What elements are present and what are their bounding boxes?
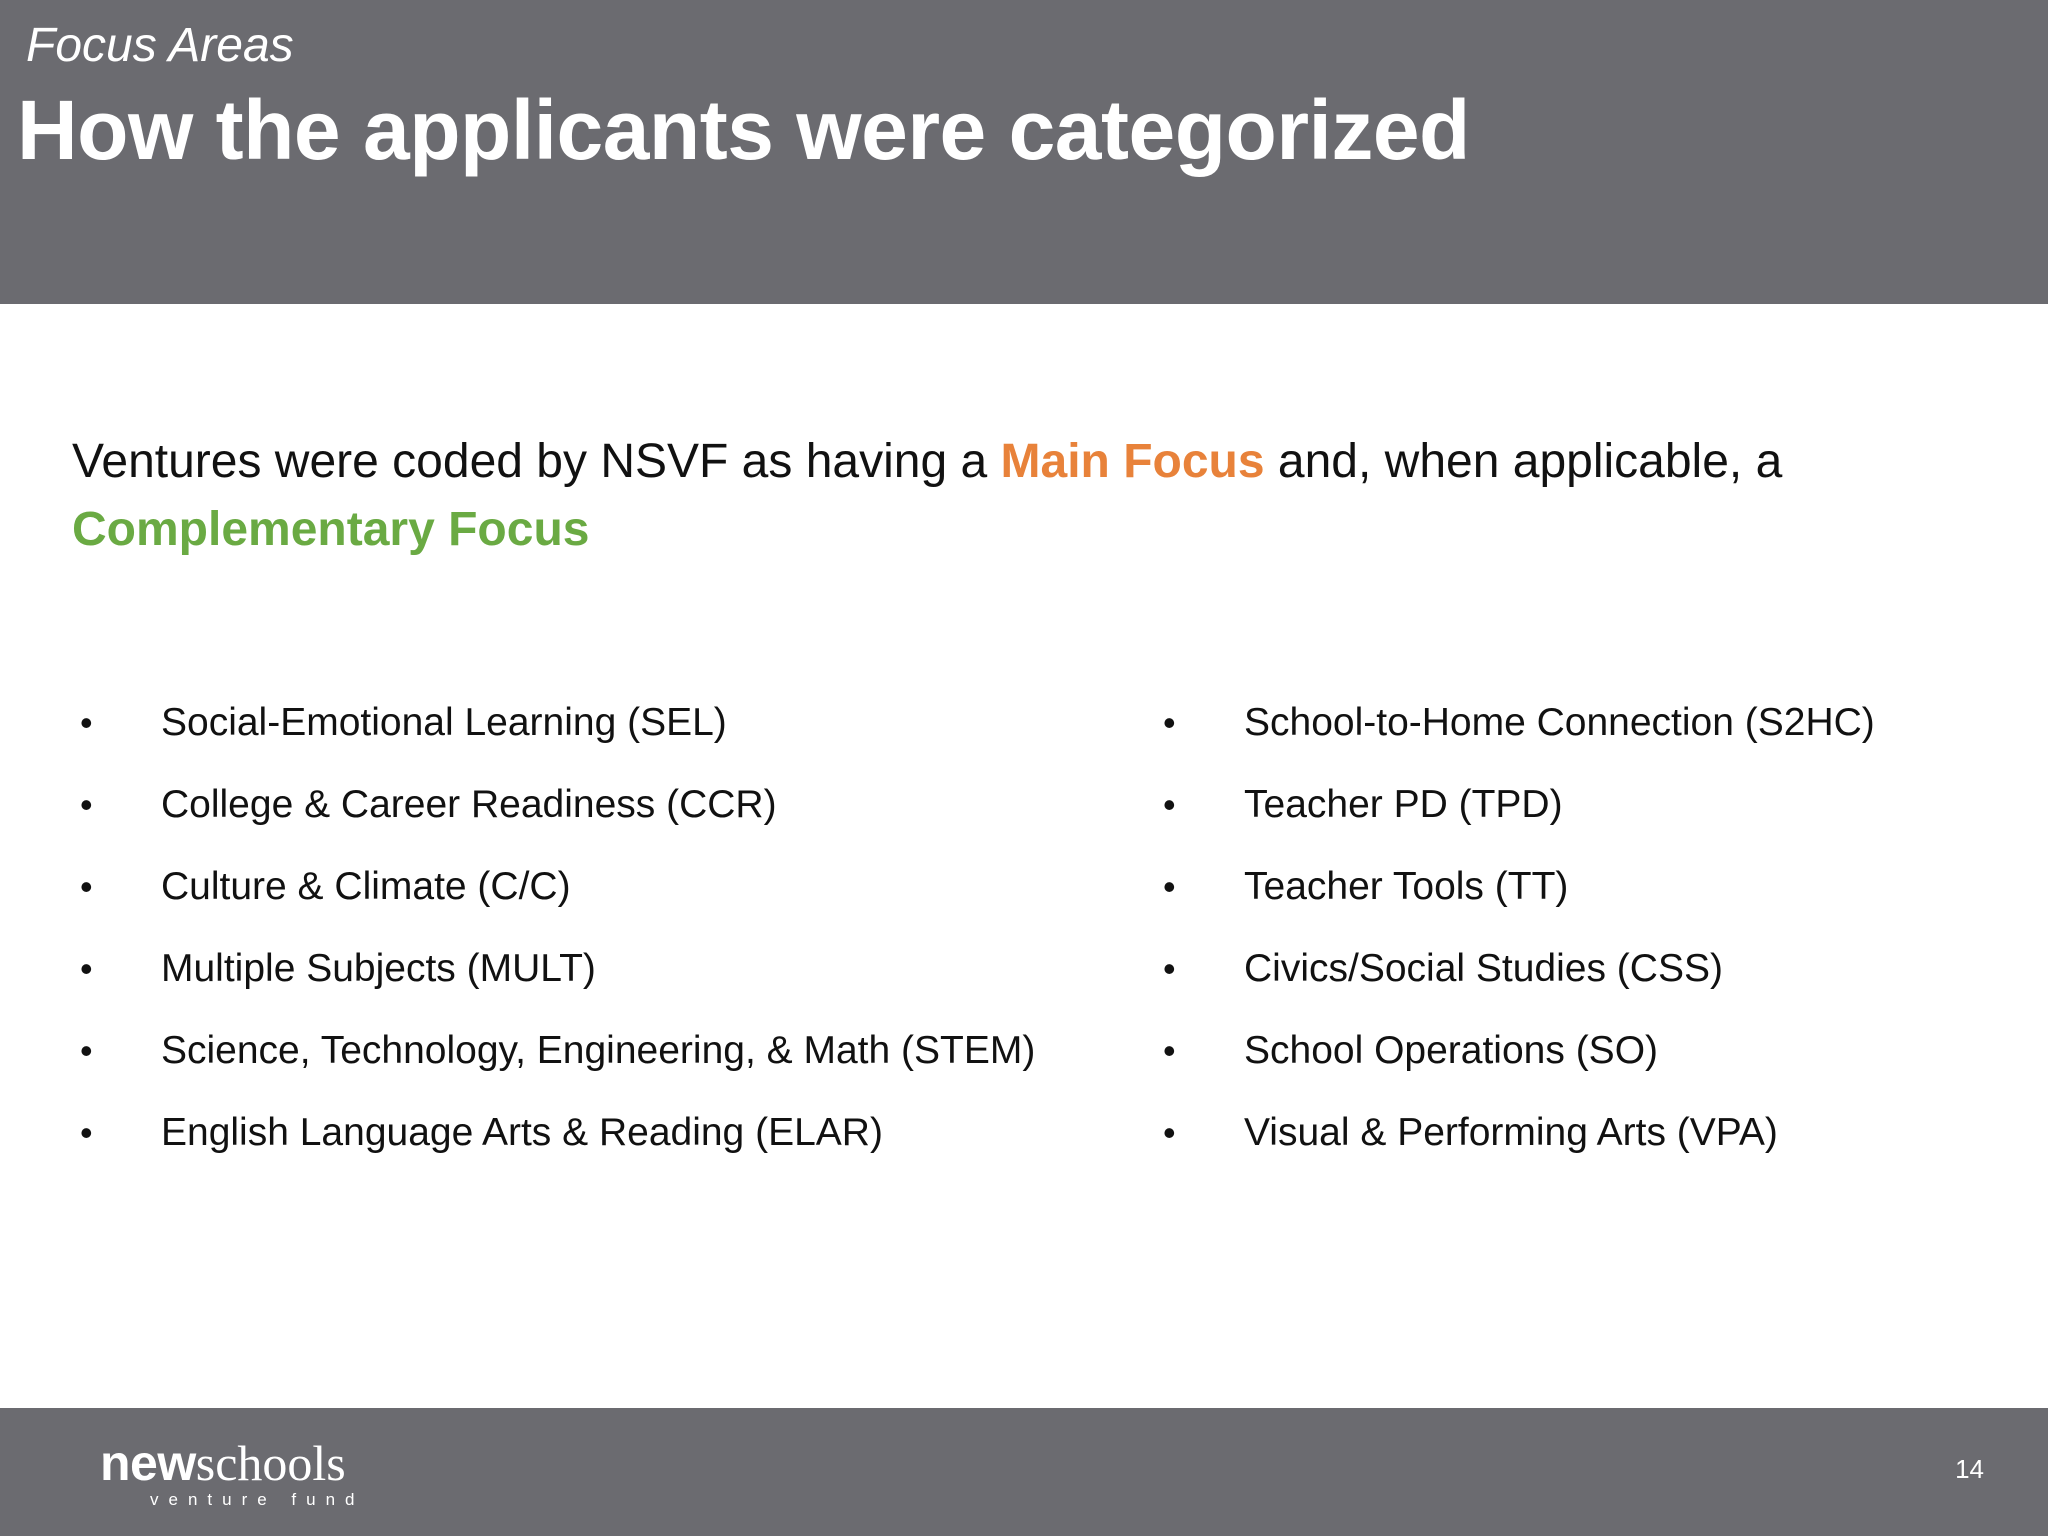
- list-item-text: School-to-Home Connection (S2HC): [1244, 701, 1875, 744]
- logo-word-new: new: [100, 1435, 196, 1491]
- list-item: [80, 938, 1140, 1020]
- bullet-icon: •: [80, 948, 93, 989]
- bullet-icon: •: [80, 702, 93, 743]
- list-item: [1163, 774, 2023, 856]
- list-item: [1163, 692, 2023, 774]
- logo-tagline: venture fund: [150, 1490, 365, 1509]
- list-item-text: Social-Emotional Learning (SEL): [161, 701, 727, 744]
- intro-paragraph: [72, 428, 1972, 564]
- slide-title: How the applicants were categorized: [17, 83, 1470, 177]
- bullet-icon: •: [1163, 866, 1176, 907]
- focus-areas-left-list: [80, 692, 1140, 1184]
- header-band: [0, 0, 2048, 304]
- list-item-text: Visual & Performing Arts (VPA): [1244, 1111, 1778, 1154]
- section-kicker: Focus Areas: [26, 19, 294, 72]
- list-item: [1163, 1102, 2023, 1184]
- list-item: [1163, 938, 2023, 1020]
- newschools-logo: [100, 1435, 365, 1509]
- list-item: [80, 856, 1140, 938]
- list-item: [80, 1102, 1140, 1184]
- list-item-text: English Language Arts & Reading (ELAR): [161, 1111, 883, 1154]
- logo-word-schools: schools: [195, 1435, 346, 1491]
- bullet-icon: •: [1163, 1112, 1176, 1153]
- footer-band: [0, 1408, 2048, 1536]
- bullet-icon: •: [80, 1112, 93, 1153]
- bullet-icon: •: [80, 1030, 93, 1071]
- list-item: [80, 774, 1140, 856]
- logo-wordmark: [100, 1436, 346, 1490]
- list-item-text: School Operations (SO): [1244, 1029, 1659, 1072]
- bullet-icon: •: [1163, 948, 1176, 989]
- list-item: [1163, 1020, 2023, 1102]
- list-item-text: Multiple Subjects (MULT): [161, 947, 596, 990]
- list-item-text: Science, Technology, Engineering, & Math (STEM): [161, 1029, 1036, 1072]
- intro-text-before: Ventures were coded by NSVF as having a: [72, 435, 1001, 488]
- list-item: [80, 692, 1140, 774]
- page-number: 14: [1955, 1454, 1984, 1484]
- list-item-text: College & Career Readiness (CCR): [161, 783, 777, 826]
- bullet-icon: •: [1163, 702, 1176, 743]
- bullet-icon: •: [80, 784, 93, 825]
- focus-areas-right-list: [1163, 692, 2023, 1184]
- list-item: [80, 1020, 1140, 1102]
- bullet-icon: •: [1163, 1030, 1176, 1071]
- list-item-text: Teacher PD (TPD): [1244, 783, 1563, 826]
- list-item-text: Culture & Climate (C/C): [161, 865, 571, 908]
- intro-text-middle: and, when applicable, a: [1264, 435, 1783, 488]
- bullet-icon: •: [80, 866, 93, 907]
- list-item: [1163, 856, 2023, 938]
- bullet-icon: •: [1163, 784, 1176, 825]
- list-item-text: Teacher Tools (TT): [1244, 865, 1569, 908]
- complementary-focus-label: Complementary Focus: [72, 503, 590, 556]
- main-focus-label: Main Focus: [1000, 435, 1265, 488]
- list-item-text: Civics/Social Studies (CSS): [1244, 947, 1723, 990]
